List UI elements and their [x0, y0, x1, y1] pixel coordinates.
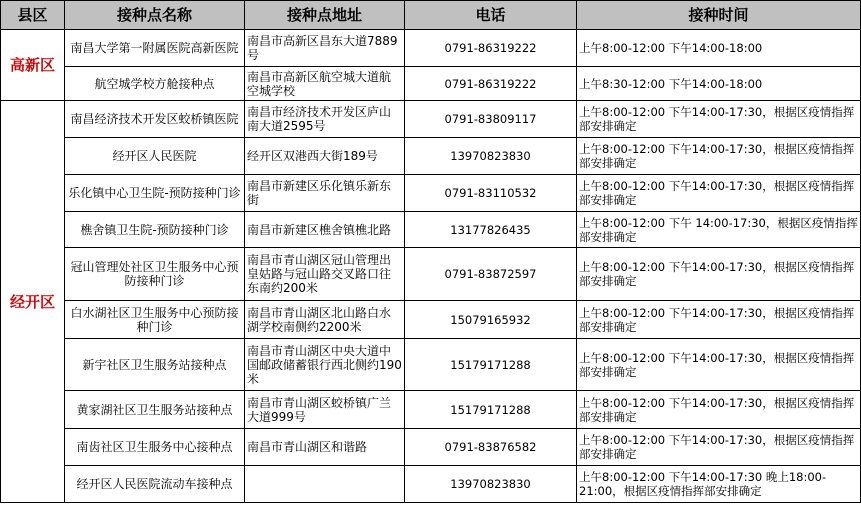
- site-address: 南昌市新建区樵舍镇樵北路: [245, 212, 405, 248]
- table-row: [1, 248, 861, 301]
- table-row: [1, 466, 861, 503]
- table-row: [1, 101, 861, 138]
- site-name: 白水湖社区卫生服务中心预防接种门诊: [65, 301, 245, 339]
- site-address: 南昌市青山湖区冠山管理出皇姑路与冠山路交叉路口往东南约200米: [245, 248, 405, 301]
- site-address: 经开区双港西大街189号: [245, 138, 405, 175]
- header-district: 县区: [1, 1, 65, 30]
- site-hours: 上午8:00-12:00 下午14:00-17:30，根据区疫情指挥部安排确定: [577, 101, 861, 138]
- site-address: 南昌市青山湖区中央大道中国邮政储蓄银行西北侧约190米: [245, 339, 405, 391]
- site-hours: 上午8:00-12:00 下午14:00-17:30，根据区疫情指挥部安排确定: [577, 175, 861, 212]
- site-address: 南昌市高新区航空城大道航空城学校: [245, 67, 405, 101]
- site-phone: 13970823830: [405, 466, 577, 503]
- district-cell: 经开区: [1, 101, 65, 503]
- header-row: [1, 1, 861, 30]
- site-phone: 15179171288: [405, 339, 577, 391]
- table-row: [1, 138, 861, 175]
- site-name: 经开区人民医院流动车接种点: [65, 466, 245, 503]
- table-row: [1, 339, 861, 391]
- site-hours: 上午8:00-12:00 下午14:00-18:00: [577, 30, 861, 67]
- site-hours: 上午8:00-12:00 下午14:00-17:30，根据区疫情指挥部安排确定: [577, 248, 861, 301]
- header-site-name: 接种点名称: [65, 1, 245, 30]
- site-address: [245, 466, 405, 503]
- site-hours: 上午8:00-12:00 下午14:00-17:30，根据区疫情指挥部安排确定: [577, 301, 861, 339]
- header-phone: 电话: [405, 1, 577, 30]
- site-hours: 上午8:30-12:00 下午14:00-18:00: [577, 67, 861, 101]
- site-address: 南昌市青山湖区北山路白水湖学校南侧约2200米: [245, 301, 405, 339]
- site-address: 南昌市经济技术开发区庐山南大道2595号: [245, 101, 405, 138]
- table-row: [1, 429, 861, 466]
- site-phone: 13970823830: [405, 138, 577, 175]
- site-phone: 0791-83809117: [405, 101, 577, 138]
- site-address: 南昌市青山湖区蛟桥镇广兰大道999号: [245, 391, 405, 429]
- site-phone: 0791-83876582: [405, 429, 577, 466]
- site-address: 南昌市高新区昌东大道7889号: [245, 30, 405, 67]
- site-phone: 0791-86319222: [405, 67, 577, 101]
- site-hours: 上午8:00-12:00 下午14:00-17:30，根据区疫情指挥部安排确定: [577, 391, 861, 429]
- site-address: 南昌市新建区乐化镇乐新东街: [245, 175, 405, 212]
- header-hours: 接种时间: [577, 1, 861, 30]
- site-hours: 上午8:00-12:00 下午14:00-17:30，根据区疫情指挥部安排确定: [577, 138, 861, 175]
- table-row: [1, 391, 861, 429]
- site-phone: 15079165932: [405, 301, 577, 339]
- site-name: 黄家湖社区卫生服务站接种点: [65, 391, 245, 429]
- site-phone: 15179171288: [405, 391, 577, 429]
- site-name: 南昌经济技术开发区蛟桥镇医院: [65, 101, 245, 138]
- site-hours: 上午8:00-12:00 下午14:00-17:30 晚上18:00-21:00，根据区疫情指挥部安排确定: [577, 466, 861, 503]
- site-hours: 上午8:00-12:00 下午14:00-17:30，根据区疫情指挥部安排确定: [577, 429, 861, 466]
- site-name: 南昌大学第一附属医院高新医院: [65, 30, 245, 67]
- table-row: [1, 175, 861, 212]
- site-name: 经开区人民医院: [65, 138, 245, 175]
- site-phone: 13177826435: [405, 212, 577, 248]
- site-name: 冠山管理处社区卫生服务中心预防接种门诊: [65, 248, 245, 301]
- header-site-address: 接种点地址: [245, 1, 405, 30]
- site-phone: 0791-86319222: [405, 30, 577, 67]
- district-cell: 高新区: [1, 30, 65, 101]
- table-row: [1, 212, 861, 248]
- site-name: 南齿社区卫生服务中心接种点: [65, 429, 245, 466]
- site-phone: 0791-83110532: [405, 175, 577, 212]
- site-name: 乐化镇中心卫生院-预防接种门诊: [65, 175, 245, 212]
- site-phone: 0791-83872597: [405, 248, 577, 301]
- site-name: 航空城学校方舱接种点: [65, 67, 245, 101]
- site-hours: 上午8:00-12:00 下午 14:00-17:30，根据区疫情指挥部安排确定: [577, 212, 861, 248]
- site-name: 樵舍镇卫生院-预防接种门诊: [65, 212, 245, 248]
- table-row: [1, 301, 861, 339]
- site-name: 新宇社区卫生服务站接种点: [65, 339, 245, 391]
- table-row: [1, 30, 861, 67]
- table-row: [1, 67, 861, 101]
- site-hours: 上午8:00-12:00 下午14:00-17:30，根据区疫情指挥部安排确定: [577, 339, 861, 391]
- site-address: 南昌市青山湖区和谐路: [245, 429, 405, 466]
